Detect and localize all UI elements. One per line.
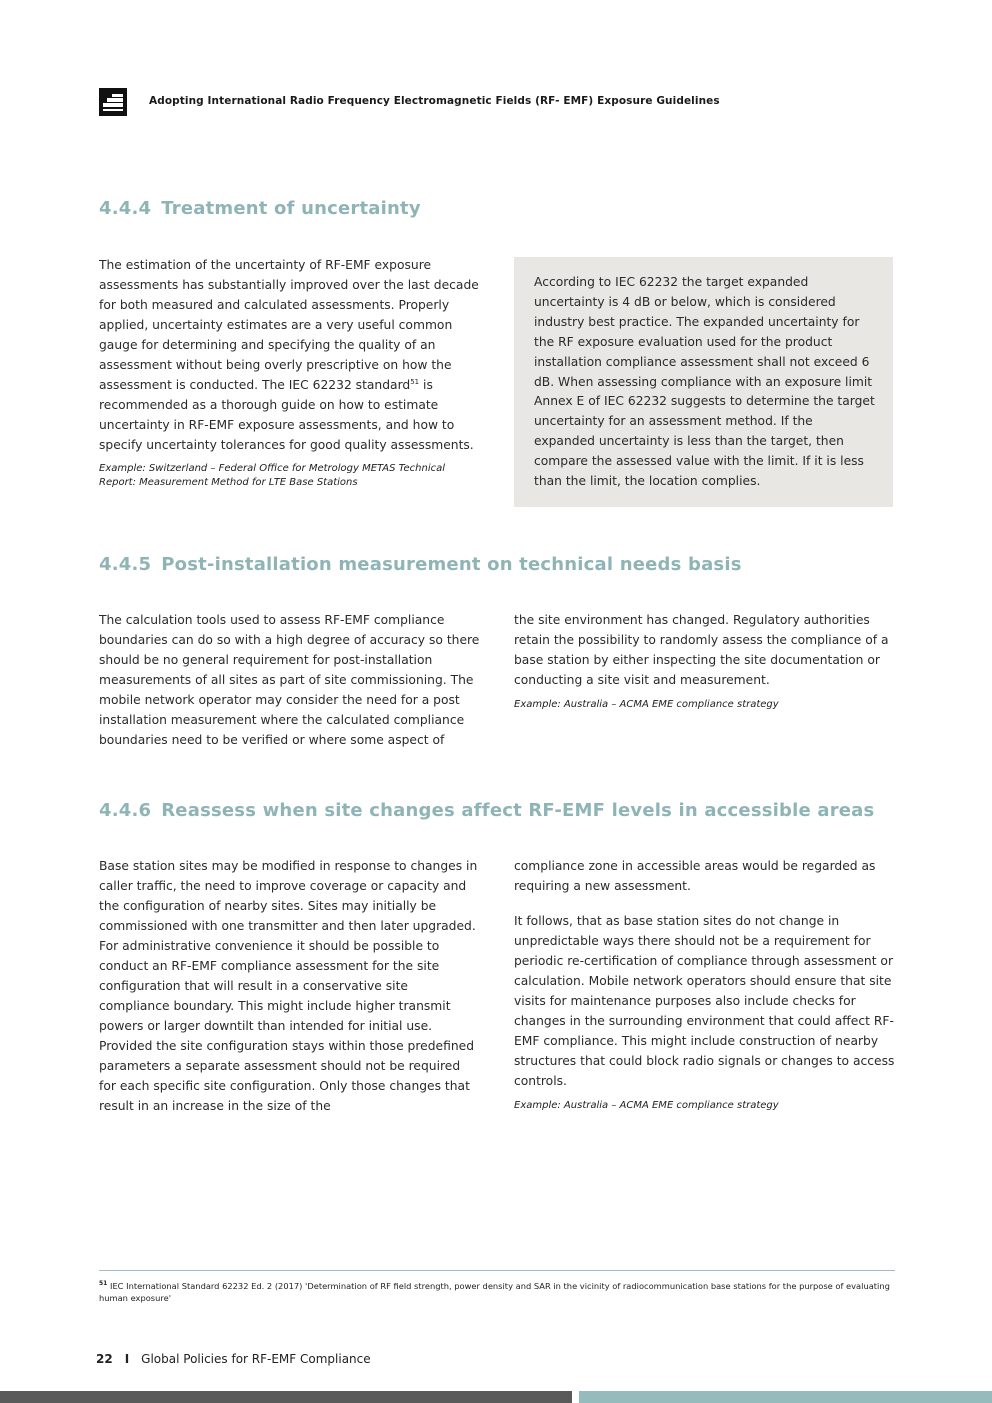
callout-text: According to IEC 62232 the target expanded uncertainty is 4 dB or below, which is considered industry best practice. The expanded uncertainty for the RF exposure evaluation used for the product installation compliance assessment shall not exceed 6 dB. When assessing compliance with an exposure limit Annex E of IEC 62232 suggests to determine the target uncertainty for an assessment method. If the expanded uncertainty is less than the target, then compare the assessed value with the limit. If it is less than the limit, the location complies. <box>534 275 875 489</box>
footnote-text: IEC International Standard 62232 Ed. 2 (2017) 'Determination of RF field strength, power density and SAR in the vicinity of radiocommunication base stations for the purpose of evaluating human exposure' <box>99 1281 890 1303</box>
section-heading-4-4-6 <box>99 800 874 821</box>
body-paragraph <box>99 255 481 455</box>
footer-title: Global Policies for RF-EMF Compliance <box>141 1352 371 1366</box>
section-heading-4-4-5 <box>99 554 742 575</box>
section-4-4-4-left-column <box>99 255 481 490</box>
example-citation: Example: Switzerland – Federal Office for Metrology METAS Technical Report: Measurement Method for LTE Base Stations <box>99 463 446 488</box>
section-title: Treatment of uncertainty <box>161 198 421 219</box>
body-paragraph: compliance zone in accessible areas would be regarded as requiring a new assessment. <box>514 859 876 893</box>
page-number: 22 <box>96 1352 113 1366</box>
body-paragraph: The calculation tools used to assess RF-EMF compliance boundaries can do so with a high degree of accuracy so there should be no general requirement for post-installation measurements of all sites as part of site commissioning. The mobile network operator may consider the need for a post installation measurement where the calculated compliance boundaries need to be verified or where some aspect of <box>99 613 480 747</box>
section-4-4-5-right-column <box>514 610 896 712</box>
footnote <box>99 1280 895 1304</box>
section-4-4-6-left-column <box>99 856 479 1131</box>
section-number: 4.4.6 <box>99 800 152 821</box>
footer-band-teal <box>579 1391 992 1403</box>
section-title: Post-installation measurement on technical needs basis <box>161 554 742 575</box>
footnote-reference: 51 <box>410 377 420 386</box>
body-paragraph: It follows, that as base station sites do not change in unpredictable ways there should not be a requirement for periodic re-certification of compliance through assessment or calculation. Mobile network operators should ensure that site visits for maintenance purposes also include checks for changes in the surrounding environment that could affect RF-EMF compliance. This might include construction of nearby structures that could block radio signals or changes to access controls. <box>514 914 895 1088</box>
section-title: Reassess when site changes affect RF-EMF levels in accessible areas <box>161 800 875 821</box>
example-citation: Example: Australia – ACMA EME compliance strategy <box>514 1100 779 1111</box>
footer-separator: I <box>124 1352 130 1366</box>
footer-band-dark <box>0 1391 572 1403</box>
section-number: 4.4.4 <box>99 198 152 219</box>
page-footer <box>96 1352 371 1366</box>
body-paragraph: Base station sites may be modified in response to changes in caller traffic, the need to improve coverage or capacity and the configuration of nearby sites. Sites may initially be commissioned with one transmitter and then later upgraded. For administrative convenience it should be possible to conduct an RF-EMF compliance assessment for the site configuration that will result in a conservative site compliance boundary. This might include higher transmit powers or larger downtilt than intended for initial use. Provided the site configuration stays within those predefined parameters a separate assessment should not be required for each specific site configuration. Only those changes that result in an increase in the size of the <box>99 859 478 1113</box>
body-text: is recommended as a thorough guide on how to estimate uncertainty in RF-EMF exposure assessments, and how to specify uncertainty tolerances for good quality assessments. <box>99 378 474 452</box>
footnote-divider <box>99 1270 895 1271</box>
section-heading-4-4-4 <box>99 198 421 219</box>
section-4-4-6-right-column <box>514 856 896 1113</box>
body-paragraph: the site environment has changed. Regulatory authorities retain the possibility to randomly assess the compliance of a base station by either inspecting the site documentation or conducting a site visit and measurement. <box>514 613 889 687</box>
gsma-logo <box>99 88 127 116</box>
example-citation: Example: Australia – ACMA EME compliance strategy <box>514 699 779 710</box>
footnote-marker: 51 <box>99 1280 108 1288</box>
body-text: The estimation of the uncertainty of RF-EMF exposure assessments has substantially improved over the last decade for both measured and calculated assessments. Properly applied, uncertainty estimates are a very useful common gauge for determining and specifying the quality of an assessment without being overly prescriptive on how the assessment is conducted. The IEC 62232 standard <box>99 258 479 392</box>
section-number: 4.4.5 <box>99 554 152 575</box>
document-header-title: Adopting International Radio Frequency Electromagnetic Fields (RF- EMF) Exposure Guidelines <box>149 95 720 107</box>
section-4-4-5-left-column <box>99 610 483 765</box>
callout-box <box>514 257 893 507</box>
